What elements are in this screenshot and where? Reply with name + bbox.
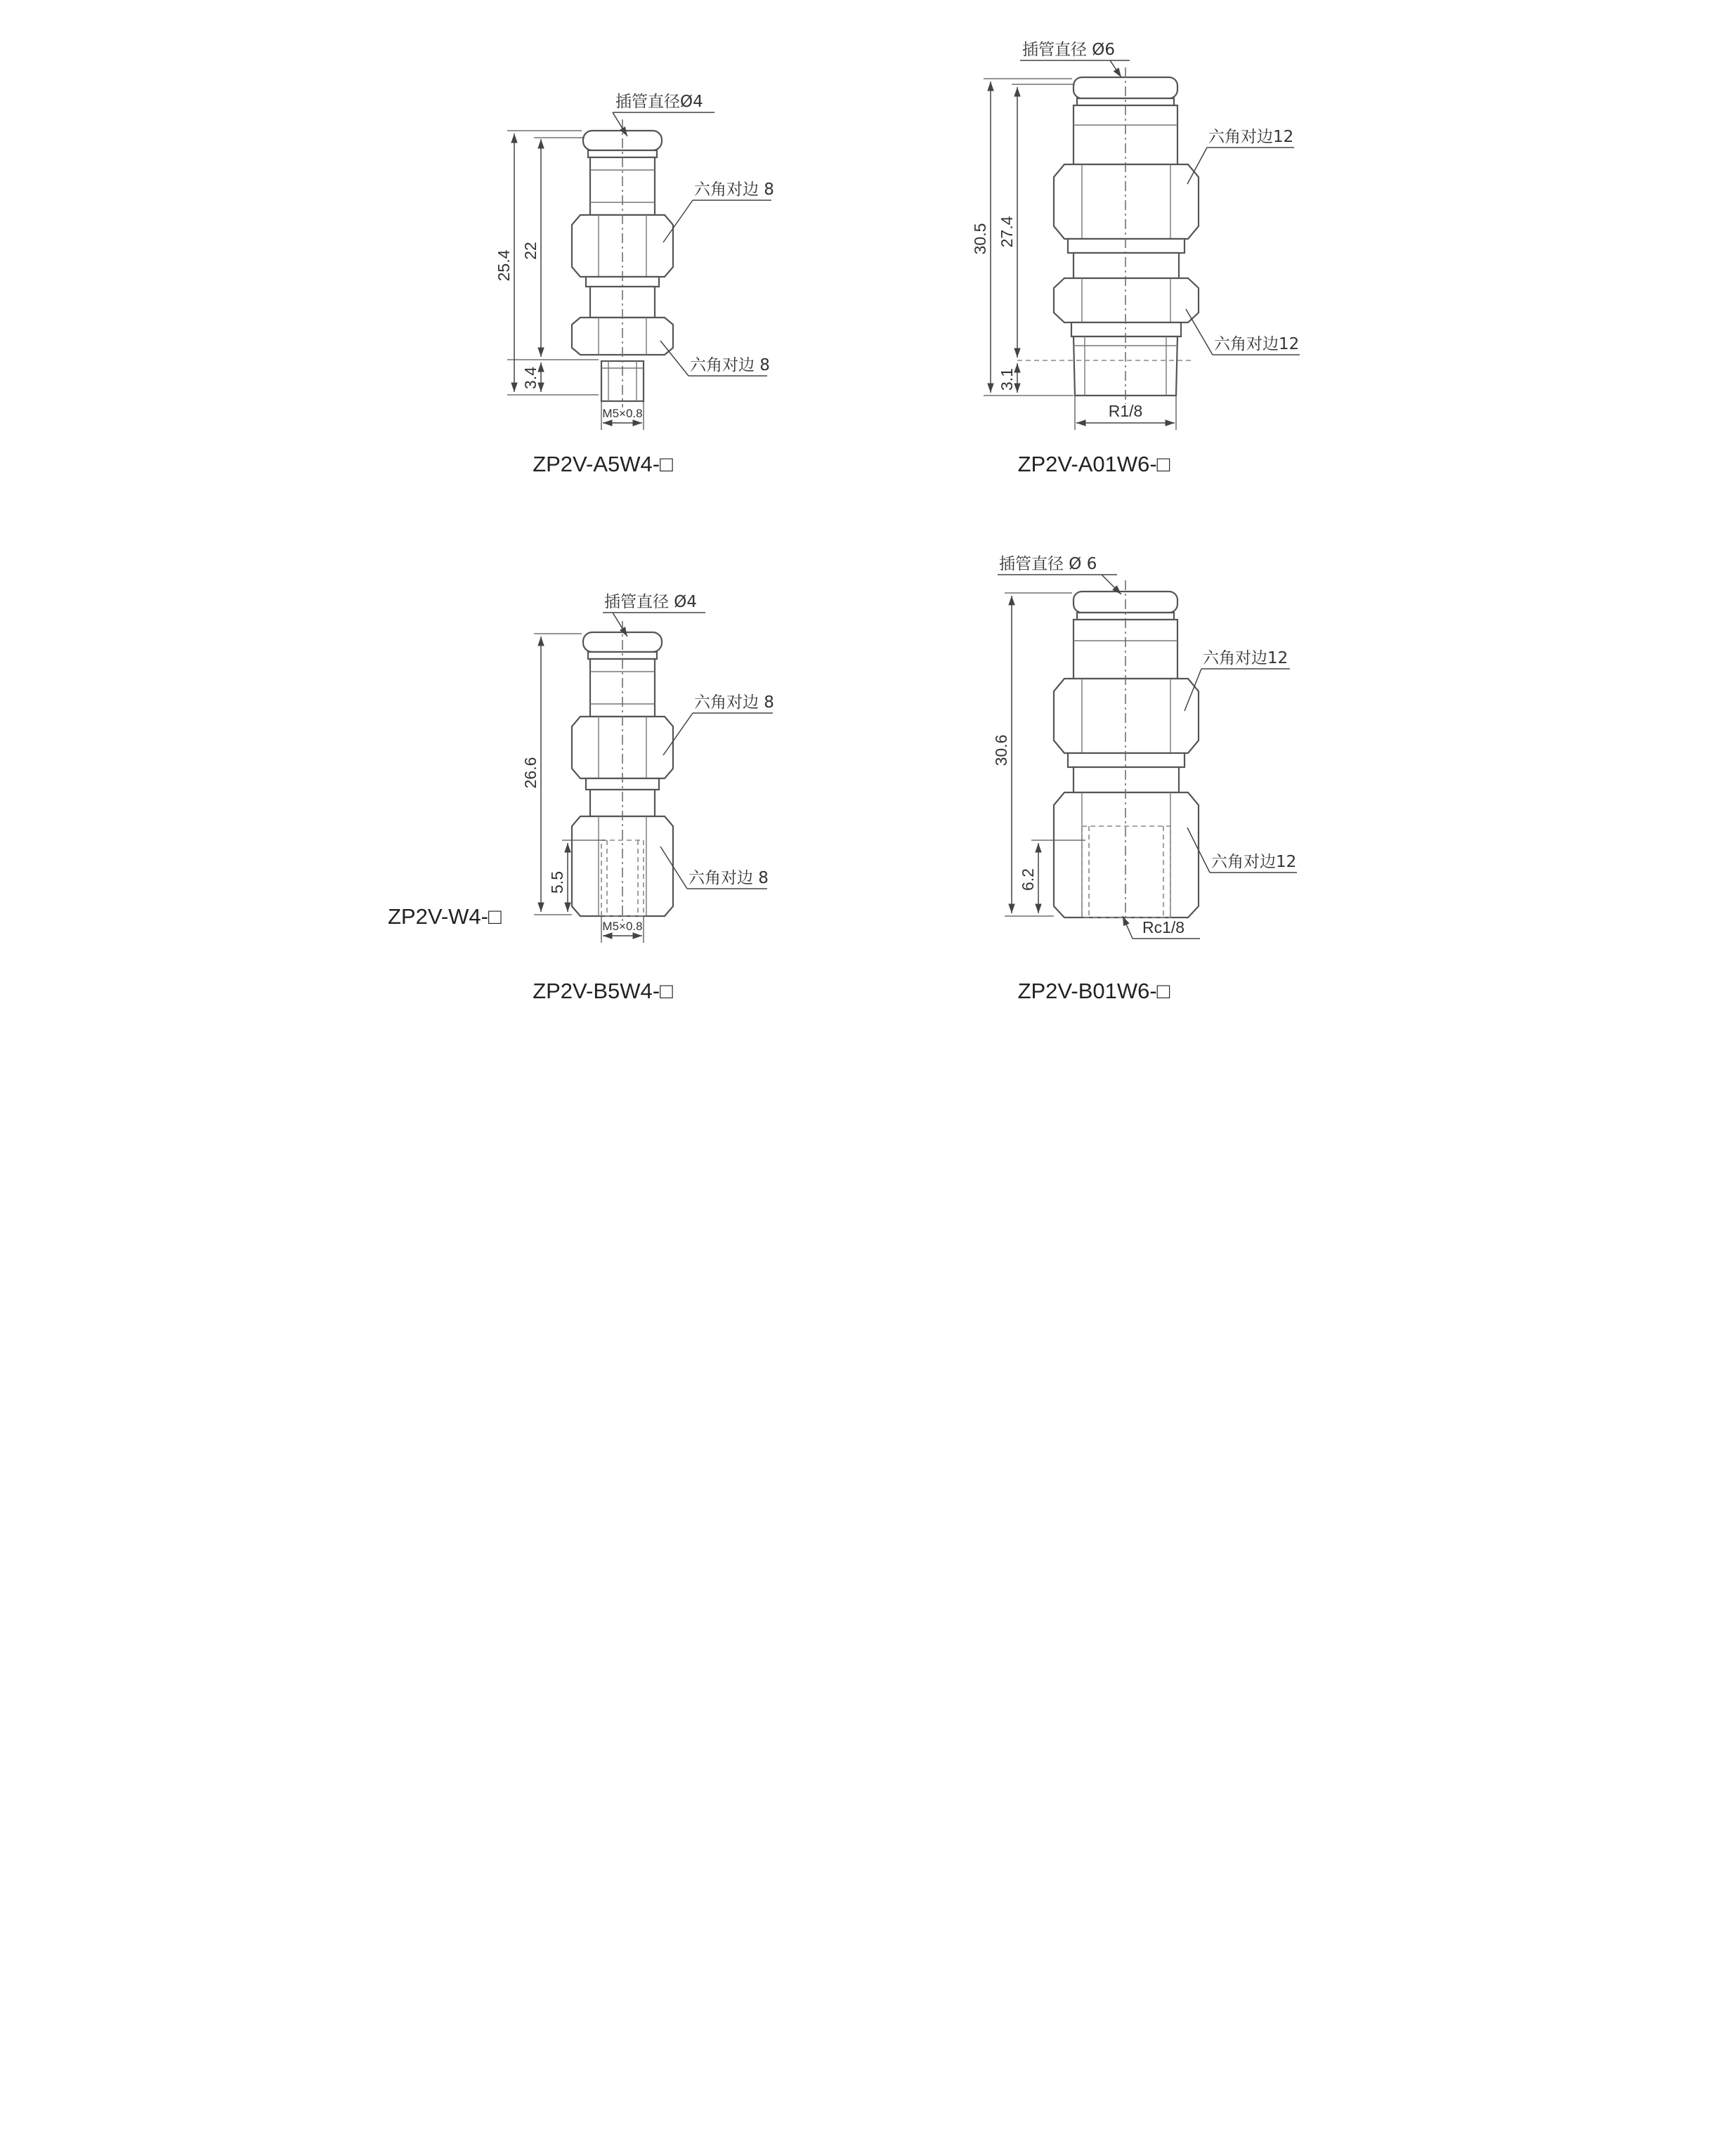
tube-diameter-label: 插管直径 Ø 6 [999, 555, 1097, 573]
fitting-drawing-a5w4 [495, 93, 774, 476]
tube-diameter-label: 插管直径Ø4 [615, 93, 703, 111]
dim-thread-length: 3.1 [998, 368, 1016, 391]
fitting-drawing-a01w6 [971, 41, 1300, 476]
hex-across-flats-label: 六角对边 8 [694, 693, 774, 712]
dim-thread-length: 3.4 [521, 367, 540, 389]
alt-model-caption: ZP2V-W4-□ [388, 904, 502, 929]
hex-across-flats-label: 六角对边12 [1208, 128, 1294, 146]
dim-overall-length: 30.5 [971, 223, 989, 255]
fitting-body-b5w4 [572, 621, 673, 922]
model-caption: ZP2V-A5W4-□ [533, 452, 673, 476]
dim-body-length: 27.4 [998, 216, 1016, 248]
fitting-body-a5w4 [572, 119, 673, 407]
hex-across-flats-label: 六角对边 8 [688, 869, 769, 887]
fitting-body-b01w6 [1054, 580, 1199, 923]
dim-overall-length: 30.6 [992, 734, 1010, 766]
hex-across-flats-label: 六角对边 8 [690, 356, 770, 374]
dim-overall-length: 25.4 [495, 249, 513, 282]
model-caption: ZP2V-B5W4-□ [533, 979, 673, 1003]
tube-diameter-label: 插管直径 Ø6 [1022, 41, 1116, 59]
hex-across-flats-label: 六角对边12 [1203, 649, 1288, 667]
fitting-body-a01w6 [1054, 67, 1199, 404]
thread-size-label: M5×0.8 [602, 407, 643, 420]
fitting-drawing-b5w4 [388, 593, 774, 1003]
hex-across-flats-label: 六角对边12 [1214, 335, 1300, 353]
dim-overall-length: 26.6 [521, 757, 540, 789]
model-caption: ZP2V-B01W6-□ [1017, 979, 1170, 1003]
dim-thread-length: 6.2 [1019, 868, 1037, 891]
thread-size-label: Rc1/8 [1142, 918, 1185, 936]
fitting-drawing-b01w6 [992, 555, 1297, 1003]
hex-across-flats-label: 六角对边12 [1211, 853, 1297, 871]
thread-size-label: R1/8 [1108, 402, 1143, 420]
thread-size-label: M5×0.8 [602, 920, 643, 933]
dim-body-length: 22 [521, 242, 540, 260]
hex-across-flats-label: 六角对边 8 [694, 181, 774, 199]
dim-thread-length: 5.5 [548, 871, 566, 894]
model-caption: ZP2V-A01W6-□ [1017, 452, 1170, 476]
tube-diameter-label: 插管直径 Ø4 [604, 593, 698, 611]
